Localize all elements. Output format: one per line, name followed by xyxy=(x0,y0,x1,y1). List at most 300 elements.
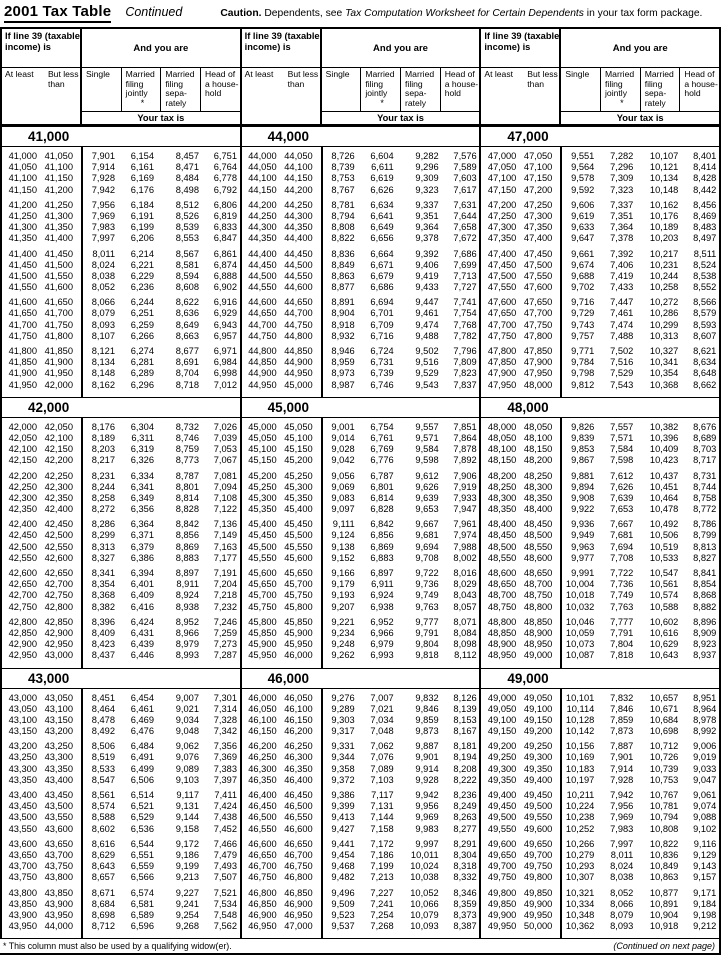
tax-head-household-cell: 6,806 xyxy=(213,199,237,210)
tax-single-cell: 8,231 xyxy=(91,470,115,481)
tax-single-cell: 9,358 xyxy=(331,763,355,774)
tax-married-separate-cell: 9,846 xyxy=(415,703,439,714)
married-jointly-column-header xyxy=(360,68,400,111)
but-less-than-cell: 44,800 xyxy=(284,330,313,341)
at-least-cell: 41,550 xyxy=(8,282,37,293)
tax-married-separate-cell: 8,636 xyxy=(175,308,199,319)
tax-married-joint-cell: 6,596 xyxy=(130,921,154,932)
tax-single-cell: 8,382 xyxy=(91,601,115,612)
tax-head-household-cell: 7,823 xyxy=(453,368,477,379)
tax-married-separate-cell: 10,849 xyxy=(649,861,679,872)
table-row xyxy=(2,233,240,244)
tax-married-separate-cell: 10,189 xyxy=(649,222,679,233)
tax-head-household-cell: 8,868 xyxy=(693,590,717,601)
section-body xyxy=(2,147,240,397)
tax-head-household-cell: 7,906 xyxy=(453,470,477,481)
tax-married-joint-cell: 6,484 xyxy=(130,741,154,752)
tax-married-separate-cell: 9,172 xyxy=(175,838,199,849)
at-least-cell: 49,550 xyxy=(487,823,517,834)
at-least-cell: 46,500 xyxy=(248,812,277,823)
income-column-label: If line 39 (taxable income) is xyxy=(481,29,561,67)
tax-married-separate-cell: 10,836 xyxy=(649,849,679,860)
but-less-than-cell: 48,800 xyxy=(523,601,553,612)
tax-single-cell: 8,698 xyxy=(91,909,115,920)
tax-married-separate-cell: 10,561 xyxy=(649,579,679,590)
but-less-than-cell: 48,200 xyxy=(523,455,553,466)
but-less-than-cell: 50,000 xyxy=(523,921,553,932)
row-group xyxy=(242,888,480,933)
tax-married-joint-cell: 7,378 xyxy=(610,233,634,244)
tax-married-joint-cell: 6,581 xyxy=(130,898,154,909)
tax-head-household-cell: 8,153 xyxy=(453,714,477,725)
tax-married-separate-cell: 9,433 xyxy=(415,282,439,293)
but-less-than-cell: 45,400 xyxy=(284,504,313,515)
at-least-cell: 43,150 xyxy=(8,726,37,737)
tax-head-household-cell: 7,067 xyxy=(213,455,237,466)
table-row xyxy=(481,839,719,850)
tax-single-cell: 9,014 xyxy=(331,432,355,443)
tax-head-household-cell: 9,212 xyxy=(693,921,717,932)
but-less-than-cell: 47,400 xyxy=(523,233,553,244)
but-less-than-cell: 41,700 xyxy=(44,308,73,319)
tax-married-joint-cell: 6,394 xyxy=(130,568,154,578)
table-row xyxy=(2,308,240,319)
row-group xyxy=(242,249,480,294)
tax-married-joint-cell: 7,296 xyxy=(610,162,634,173)
tax-head-household-cell: 7,204 xyxy=(213,579,237,590)
tax-married-joint-cell: 7,213 xyxy=(370,872,394,883)
but-less-than-cell: 46,600 xyxy=(284,823,313,834)
tax-married-joint-cell: 6,431 xyxy=(130,627,154,638)
tax-married-joint-cell: 7,406 xyxy=(610,259,634,270)
tax-married-separate-cell: 10,588 xyxy=(649,601,679,612)
but-less-than-cell: 41,050 xyxy=(44,151,73,161)
table-row xyxy=(2,899,240,910)
tax-head-household-cell: 6,847 xyxy=(213,233,237,244)
but-less-than-cell: 45,600 xyxy=(284,552,313,563)
table-row xyxy=(481,602,719,613)
table-row xyxy=(242,380,480,391)
but-less-than-cell: 45,800 xyxy=(284,601,313,612)
tax-single-cell: 10,279 xyxy=(565,849,595,860)
tax-head-household-cell: 7,108 xyxy=(213,492,237,503)
tax-married-joint-cell: 6,199 xyxy=(130,222,154,233)
tax-head-household-cell: 8,524 xyxy=(693,259,717,270)
tax-single-cell: 9,138 xyxy=(331,541,355,552)
at-least-header: At least xyxy=(244,69,274,79)
tax-single-cell: 9,592 xyxy=(571,184,595,195)
tax-single-cell: 9,083 xyxy=(331,492,355,503)
tax-head-household-cell: 9,102 xyxy=(693,823,717,834)
but-less-than-cell: 45,200 xyxy=(284,455,313,466)
tax-head-household-cell: 7,493 xyxy=(213,861,237,872)
table-row xyxy=(2,650,240,661)
at-least-cell: 44,150 xyxy=(248,184,277,195)
tax-head-household-cell: 7,287 xyxy=(213,650,237,661)
tax-single-cell: 10,293 xyxy=(565,861,595,872)
tax-married-joint-cell: 7,681 xyxy=(610,530,634,541)
tax-married-separate-cell: 8,828 xyxy=(175,504,199,515)
tax-married-separate-cell: 9,199 xyxy=(175,861,199,872)
tax-single-cell: 9,949 xyxy=(571,530,595,541)
tax-married-joint-cell: 7,227 xyxy=(370,887,394,898)
tax-head-household-cell: 7,466 xyxy=(213,838,237,849)
but-less-than-cell: 49,250 xyxy=(523,741,553,752)
tax-head-household-cell: 8,676 xyxy=(693,421,717,432)
footnote-star-marker: * xyxy=(380,97,384,108)
but-less-than-cell: 41,900 xyxy=(44,357,73,368)
at-least-cell: 49,300 xyxy=(487,763,517,774)
tax-married-separate-cell: 9,653 xyxy=(415,504,439,515)
section-title: 45,000 xyxy=(242,397,480,418)
tax-married-separate-cell: 10,547 xyxy=(649,568,679,578)
at-least-cell: 42,500 xyxy=(8,541,37,552)
tax-single-cell: 7,997 xyxy=(91,233,115,244)
tax-married-joint-cell: 6,842 xyxy=(370,519,394,530)
row-group xyxy=(481,422,719,467)
at-least-cell: 47,600 xyxy=(487,297,517,308)
at-least-cell: 46,750 xyxy=(248,872,277,883)
but-less-than-cell: 47,900 xyxy=(523,357,553,368)
tax-married-separate-cell: 8,663 xyxy=(175,330,199,341)
tax-head-household-cell: 7,012 xyxy=(213,379,237,390)
tax-married-joint-cell: 7,502 xyxy=(610,346,634,356)
tax-married-separate-cell: 10,671 xyxy=(649,703,679,714)
tax-head-household-cell: 8,249 xyxy=(453,801,477,812)
section-title: 44,000 xyxy=(242,126,480,147)
at-least-cell: 49,600 xyxy=(487,838,517,849)
tax-head-household-cell: 8,854 xyxy=(693,579,717,590)
table-row xyxy=(2,568,240,579)
tax-table xyxy=(0,27,721,955)
tax-head-household-cell: 8,414 xyxy=(693,162,717,173)
tax-head-household-cell: 8,043 xyxy=(453,590,477,601)
but-less-than-cell: 41,300 xyxy=(44,210,73,221)
tax-single-cell: 9,881 xyxy=(571,470,595,481)
but-less-than-cell: 47,750 xyxy=(523,319,553,330)
tax-head-household-cell: 8,937 xyxy=(693,650,717,661)
tax-married-separate-cell: 9,914 xyxy=(415,763,439,774)
at-least-cell: 49,200 xyxy=(487,741,517,752)
tax-head-household-cell: 8,126 xyxy=(453,692,477,703)
but-less-than-cell: 41,150 xyxy=(44,173,73,184)
tax-married-separate-cell: 8,869 xyxy=(175,541,199,552)
tax-married-joint-cell: 7,736 xyxy=(610,579,634,590)
tax-married-separate-cell: 8,457 xyxy=(175,151,199,161)
table-row xyxy=(242,861,480,872)
tax-married-separate-cell: 8,594 xyxy=(175,270,199,281)
at-least-cell: 49,050 xyxy=(487,703,517,714)
but-less-than-cell: 43,650 xyxy=(44,838,73,849)
tax-head-household-cell: 9,061 xyxy=(693,790,717,800)
but-less-than-cell: 48,600 xyxy=(523,552,553,563)
tax-married-joint-cell: 6,649 xyxy=(370,222,394,233)
tax-married-separate-cell: 10,891 xyxy=(649,898,679,909)
tax-married-separate-cell: 10,134 xyxy=(649,173,679,184)
head-of-household-column-header: Head of a house- hold xyxy=(440,68,480,111)
tax-married-joint-cell: 7,571 xyxy=(610,432,634,443)
at-least-cell: 44,550 xyxy=(248,282,277,293)
tax-head-household-cell: 8,497 xyxy=(693,233,717,244)
but-less-than-cell: 42,550 xyxy=(44,541,73,552)
at-least-cell: 45,200 xyxy=(248,470,277,481)
tax-married-joint-cell: 7,887 xyxy=(610,741,634,752)
table-row xyxy=(2,260,240,271)
tax-head-household-cell: 7,191 xyxy=(213,568,237,578)
tax-married-joint-cell: 7,543 xyxy=(610,379,634,390)
tax-single-cell: 9,757 xyxy=(571,330,595,341)
but-less-than-cell: 49,750 xyxy=(523,861,553,872)
tax-married-joint-cell: 6,634 xyxy=(370,199,394,210)
but-less-than-cell: 44,050 xyxy=(284,151,313,161)
tax-head-household-cell: 7,136 xyxy=(213,519,237,530)
tax-single-cell: 9,454 xyxy=(331,849,355,860)
tax-married-separate-cell: 10,781 xyxy=(649,801,679,812)
tax-married-joint-cell: 6,828 xyxy=(370,504,394,515)
but-less-than-cell: 45,450 xyxy=(284,519,313,530)
section-body xyxy=(242,689,480,939)
tax-married-joint-cell: 7,172 xyxy=(370,838,394,849)
tax-married-separate-cell: 9,406 xyxy=(415,259,439,270)
tax-single-cell: 8,066 xyxy=(91,297,115,308)
tax-single-cell: 10,059 xyxy=(565,627,595,638)
but-less-than-cell: 44,650 xyxy=(284,297,313,308)
but-less-than-cell: 42,600 xyxy=(44,552,73,563)
table-row xyxy=(242,173,480,184)
married-jointly-column-header xyxy=(121,68,161,111)
but-less-than-cell: 46,000 xyxy=(284,650,313,661)
tax-head-household-cell: 8,346 xyxy=(453,887,477,898)
tax-single-cell: 8,671 xyxy=(91,887,115,898)
but-less-than-cell: 42,500 xyxy=(44,530,73,541)
but-less-than-cell: 47,000 xyxy=(284,921,313,932)
at-least-cell: 49,000 xyxy=(487,692,517,703)
tax-head-household-cell: 7,259 xyxy=(213,627,237,638)
tax-head-household-cell: 8,896 xyxy=(693,616,717,627)
at-least-cell: 43,300 xyxy=(8,763,37,774)
but-less-than-cell: 42,950 xyxy=(44,639,73,650)
tax-married-joint-cell: 6,551 xyxy=(130,849,154,860)
tax-head-household-cell: 8,923 xyxy=(693,639,717,650)
table-row xyxy=(2,185,240,196)
section-body xyxy=(481,418,719,668)
tax-married-joint-cell: 7,708 xyxy=(610,552,634,563)
tax-head-household-cell: 8,758 xyxy=(693,492,717,503)
tax-married-joint-cell: 6,671 xyxy=(370,259,394,270)
table-row xyxy=(2,173,240,184)
tax-married-joint-cell: 7,199 xyxy=(370,861,394,872)
but-less-than-cell: 42,650 xyxy=(44,568,73,578)
table-footer xyxy=(0,938,719,953)
table-row xyxy=(242,346,480,357)
tax-married-separate-cell: 9,048 xyxy=(175,726,199,737)
at-least-cell: 45,500 xyxy=(248,541,277,552)
tax-head-household-cell: 7,177 xyxy=(213,552,237,563)
tax-married-joint-cell: 7,419 xyxy=(610,270,634,281)
tax-head-household-cell: 8,181 xyxy=(453,741,477,752)
table-row xyxy=(481,741,719,752)
tax-married-separate-cell: 10,093 xyxy=(410,921,439,932)
at-least-cell: 41,100 xyxy=(8,173,37,184)
at-least-cell: 49,250 xyxy=(487,752,517,763)
at-least-cell: 48,900 xyxy=(487,639,517,650)
at-least-cell: 49,150 xyxy=(487,726,517,737)
tax-married-separate-cell: 9,956 xyxy=(415,801,439,812)
tax-head-household-cell: 8,029 xyxy=(453,579,477,590)
table-row xyxy=(242,455,480,466)
table-row xyxy=(2,921,240,932)
tax-married-separate-cell: 10,739 xyxy=(649,763,679,774)
at-least-header: At least xyxy=(5,69,34,79)
but-less-than-cell: 44,600 xyxy=(284,282,313,293)
at-least-cell: 41,250 xyxy=(8,210,37,221)
at-least-cell: 45,400 xyxy=(248,519,277,530)
tax-married-joint-cell: 6,589 xyxy=(130,909,154,920)
table-row xyxy=(242,162,480,173)
tax-head-household-cell: 7,727 xyxy=(453,282,477,293)
tax-married-separate-cell: 9,461 xyxy=(415,308,439,319)
single-column-header: Single xyxy=(325,69,350,79)
but-less-than-cell: 48,100 xyxy=(523,432,553,443)
but-less-than-cell: 49,650 xyxy=(523,838,553,849)
tax-married-separate-cell: 10,176 xyxy=(649,210,679,221)
table-row xyxy=(242,368,480,379)
at-least-cell: 47,750 xyxy=(487,330,517,341)
tax-head-household-cell: 7,383 xyxy=(213,763,237,774)
tax-single-cell: 8,093 xyxy=(91,319,115,330)
tax-single-cell: 8,244 xyxy=(91,481,115,492)
table-row xyxy=(481,542,719,553)
at-least-cell: 45,600 xyxy=(248,568,277,578)
tax-head-household-cell: 6,916 xyxy=(213,297,237,308)
at-least-cell: 41,800 xyxy=(8,346,37,356)
at-least-cell: 47,100 xyxy=(487,173,517,184)
at-least-cell: 48,200 xyxy=(487,470,517,481)
but-less-than-cell: 42,150 xyxy=(44,444,73,455)
table-row xyxy=(481,910,719,921)
at-least-cell: 45,850 xyxy=(248,627,277,638)
tax-married-joint-cell: 8,024 xyxy=(610,861,634,872)
head-of-household-column-header: Head of a house- hold xyxy=(679,68,719,111)
tax-single-cell: 10,114 xyxy=(566,703,595,714)
table-row xyxy=(242,850,480,861)
tax-head-household-cell: 7,864 xyxy=(453,432,477,443)
but-less-than-cell: 41,250 xyxy=(44,199,73,210)
tax-married-separate-cell: 9,543 xyxy=(415,379,439,390)
at-least-cell: 45,750 xyxy=(248,601,277,612)
married-separately-column-header: Married filing sepa- rately xyxy=(160,68,200,111)
tax-head-household-cell: 8,964 xyxy=(693,703,717,714)
at-least-cell: 42,750 xyxy=(8,601,37,612)
tax-single-cell: 9,743 xyxy=(571,319,595,330)
table-row xyxy=(242,308,480,319)
tax-married-separate-cell: 10,643 xyxy=(649,650,679,661)
tax-married-separate-cell: 10,478 xyxy=(649,504,679,515)
but-less-than-cell: 48,850 xyxy=(523,616,553,627)
table-row xyxy=(2,850,240,861)
table-row xyxy=(242,482,480,493)
tax-single-cell: 9,207 xyxy=(331,601,355,612)
tax-head-household-cell: 8,827 xyxy=(693,552,717,563)
tax-married-separate-cell: 9,969 xyxy=(415,812,439,823)
tax-married-separate-cell: 9,626 xyxy=(415,481,439,492)
at-least-cell: 47,550 xyxy=(487,282,517,293)
table-row xyxy=(242,200,480,211)
tax-head-household-cell: 8,304 xyxy=(453,849,477,860)
but-less-than-cell: 42,900 xyxy=(44,627,73,638)
tax-married-separate-cell: 10,437 xyxy=(649,470,679,481)
but-less-than-cell: 47,150 xyxy=(523,173,553,184)
tax-married-separate-cell: 10,148 xyxy=(649,184,679,195)
but-less-than-cell: 46,700 xyxy=(284,849,313,860)
tax-married-separate-cell: 9,777 xyxy=(415,616,439,627)
section-body xyxy=(481,147,719,397)
table-row xyxy=(481,357,719,368)
tax-single-cell: 10,348 xyxy=(565,909,595,920)
at-least-cell: 48,550 xyxy=(487,552,517,563)
table-row xyxy=(2,617,240,628)
table-row xyxy=(2,200,240,211)
tax-single-cell: 10,128 xyxy=(565,714,595,725)
tax-married-separate-cell: 9,708 xyxy=(415,552,439,563)
tax-single-cell: 8,437 xyxy=(91,650,115,661)
tax-married-joint-cell: 7,103 xyxy=(370,774,394,785)
tax-head-household-cell: 6,792 xyxy=(213,184,237,195)
tax-married-joint-cell: 7,007 xyxy=(370,692,394,703)
row-group xyxy=(2,519,240,564)
tax-married-joint-cell: 6,341 xyxy=(130,481,154,492)
tax-head-household-cell: 8,648 xyxy=(693,368,717,379)
tax-married-joint-cell: 7,089 xyxy=(370,763,394,774)
table-row xyxy=(481,185,719,196)
tax-single-cell: 9,771 xyxy=(571,346,595,356)
tax-married-joint-cell: 7,804 xyxy=(610,639,634,650)
table-row xyxy=(242,812,480,823)
but-less-than-cell: 44,950 xyxy=(284,368,313,379)
tax-married-joint-cell: 6,469 xyxy=(130,714,154,725)
table-row xyxy=(2,824,240,835)
table-row xyxy=(242,704,480,715)
tax-table-panels xyxy=(0,29,719,938)
but-less-than-cell: 43,150 xyxy=(44,714,73,725)
tax-married-joint-cell: 7,117 xyxy=(371,790,394,800)
table-row xyxy=(242,185,480,196)
tax-married-joint-cell: 6,499 xyxy=(130,763,154,774)
at-least-cell: 44,500 xyxy=(248,270,277,281)
table-row xyxy=(481,249,719,260)
table-row xyxy=(242,921,480,932)
at-least-cell: 48,050 xyxy=(487,432,517,443)
but-less-than-cell: 42,400 xyxy=(44,504,73,515)
tax-married-separate-cell: 9,241 xyxy=(175,898,199,909)
table-row xyxy=(2,504,240,515)
table-row xyxy=(481,331,719,342)
tax-head-household-cell: 8,634 xyxy=(693,357,717,368)
table-row xyxy=(481,639,719,650)
but-less-than-cell: 41,800 xyxy=(44,330,73,341)
but-less-than-cell: 44,350 xyxy=(284,222,313,233)
tax-single-cell: 9,111 xyxy=(332,519,355,530)
tax-married-separate-cell: 10,217 xyxy=(649,248,679,259)
tax-head-household-cell: 7,851 xyxy=(453,421,477,432)
table-row xyxy=(2,368,240,379)
at-least-cell: 43,850 xyxy=(8,898,37,909)
but-less-than-cell: 45,950 xyxy=(284,639,313,650)
tax-married-separate-cell: 9,859 xyxy=(415,714,439,725)
tax-head-household-cell: 7,081 xyxy=(213,470,237,481)
but-less-than-cell: 47,350 xyxy=(523,222,553,233)
at-least-cell: 42,100 xyxy=(8,444,37,455)
